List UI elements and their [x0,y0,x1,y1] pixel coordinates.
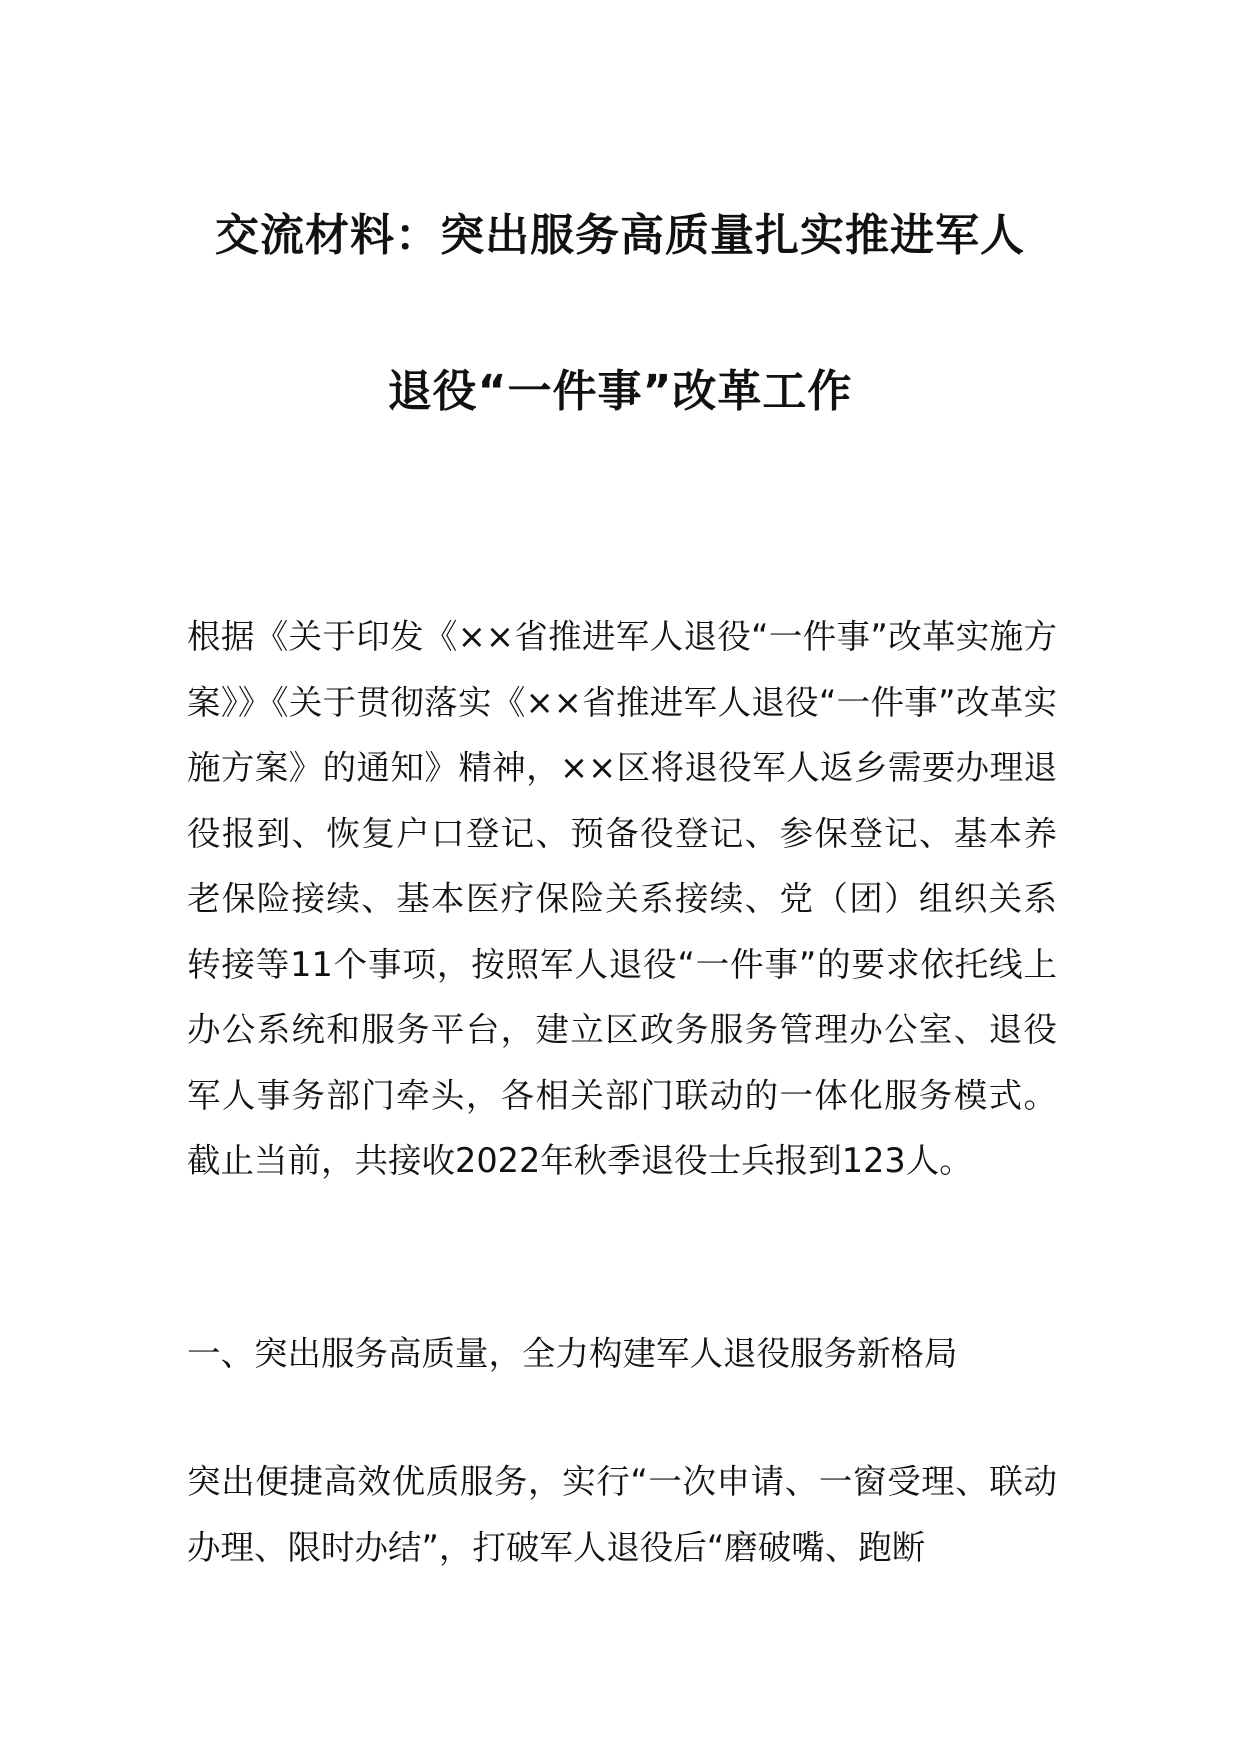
section-1-paragraph: 突出便捷高效优质服务，实行“一次申请、一窗受理、联动办理、限时办结”，打破军人退役后“磨破嘴、跑断 [187,1462,1057,1567]
section-heading-1: 一、突出服务高质量，全力构建军人退役服务新格局 [187,1334,958,1373]
document-title-line-1: 交流材料：突出服务高质量扎实推进军人 [215,210,1025,261]
intro-paragraph: 根据《关于印发《××省推进军人退役“一件事”改革实施方案》》《关于贯彻落实《××省推进军人退役“一件事”改革实施方案》的通知》精神，××区将退役军人返乡需要办理退役报到、恢复户口登记、预备役登记、参保登记、基本养老保险接续、基本医疗保险关系接续、党（团）组织关系转接等11个事项，按照军人退役“一件事”的要求依托线上办公系统和服务平台，建立区政务服务管理办公室、退役军人事务部门牵头，各相关部门联动的一体化服务模式。截止当前，共接收2022年秋季退役士兵报到123人。 [187,617,1057,1180]
document-title-line-2: 退役“一件事”改革工作 [387,366,853,417]
